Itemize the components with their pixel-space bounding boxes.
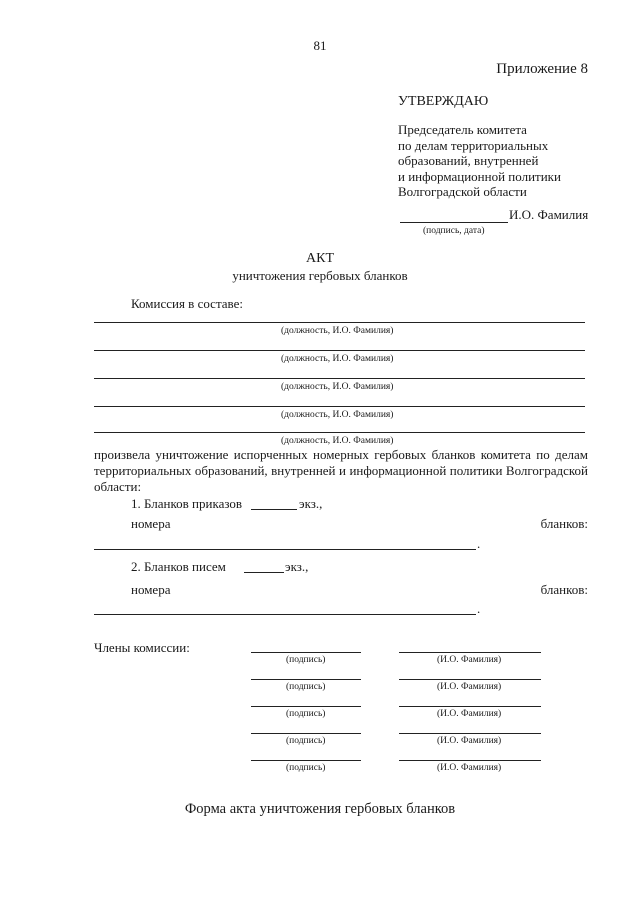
name-caption: (И.О. Фамилия): [437, 709, 502, 719]
name-caption: (И.О. Фамилия): [437, 682, 502, 692]
commission-member-caption: (должность, И.О. Фамилия): [281, 382, 394, 392]
item-unit: экз.,: [299, 496, 323, 511]
item-numbers-label: номера: [131, 516, 171, 531]
item-blanks-label: бланков:: [540, 516, 588, 531]
approval-heading: УТВЕРЖДАЮ: [398, 94, 489, 109]
name-line: [399, 679, 541, 680]
name-line: [399, 652, 541, 653]
signature-caption: (подпись): [286, 655, 326, 665]
item-numbers-line: [94, 549, 476, 550]
members-label: Члены комиссии:: [94, 640, 190, 655]
document-title: АКТ: [306, 251, 334, 266]
document-subtitle: уничтожения гербовых бланков: [232, 268, 408, 283]
approval-position-line: Председатель комитета: [398, 122, 527, 137]
approval-signature-caption: (подпись, дата): [423, 226, 485, 236]
item-numbers-label: номера: [131, 582, 171, 597]
approval-position-line: Волгоградской области: [398, 184, 527, 200]
signature-line: [251, 733, 361, 734]
name-line: [399, 706, 541, 707]
name-caption: (И.О. Фамилия): [437, 655, 502, 665]
commission-member-line: [94, 378, 585, 379]
item-blanks-label: бланков:: [540, 582, 588, 597]
item-line-end: .: [477, 601, 481, 616]
item-quantity-line: [251, 509, 297, 510]
item-quantity-line: [244, 572, 284, 573]
page-number: 81: [313, 38, 327, 53]
approval-position-line: и информационной политики: [398, 168, 561, 184]
item-line-end: .: [477, 536, 481, 551]
item-unit: экз.,: [285, 559, 309, 574]
signature-caption: (подпись): [286, 682, 326, 692]
approval-position: [398, 122, 561, 200]
approval-signer-name: И.О. Фамилия: [509, 207, 589, 222]
appendix-label: Приложение 8: [496, 61, 588, 77]
approval-position-line: образований, внутренней: [398, 153, 539, 169]
name-line: [399, 760, 541, 761]
commission-member-caption: (должность, И.О. Фамилия): [281, 410, 394, 420]
signature-line: [251, 706, 361, 707]
commission-member-line: [94, 350, 585, 351]
commission-member-line: [94, 406, 585, 407]
name-caption: (И.О. Фамилия): [437, 736, 502, 746]
commission-member-caption: (должность, И.О. Фамилия): [281, 354, 394, 364]
name-caption: (И.О. Фамилия): [437, 763, 502, 773]
signature-caption: (подпись): [286, 763, 326, 773]
signature-caption: (подпись): [286, 736, 326, 746]
commission-member-caption: (должность, И.О. Фамилия): [281, 436, 394, 446]
commission-member-caption: (должность, И.О. Фамилия): [281, 326, 394, 336]
signature-line: [251, 679, 361, 680]
signature-caption: (подпись): [286, 709, 326, 719]
commission-member-line: [94, 322, 585, 323]
signature-line: [251, 652, 361, 653]
form-caption: Форма акта уничтожения гербовых бланков: [184, 801, 456, 817]
item-label: 2. Бланков писем: [131, 559, 226, 574]
item-numbers-line: [94, 614, 476, 615]
approval-position-line: по делам территориальных: [398, 137, 549, 153]
approval-signature-line: [400, 222, 508, 223]
commission-label: Комиссия в составе:: [131, 296, 243, 311]
commission-member-line: [94, 432, 585, 433]
signature-line: [251, 760, 361, 761]
name-line: [399, 733, 541, 734]
body-paragraph: произвела уничтожение испорченных номерных гербовых бланков комитета по делам территориальных образований, внутренней и информационной политики Волгоградской области:: [94, 447, 588, 494]
item-label: 1. Бланков приказов: [131, 496, 243, 511]
